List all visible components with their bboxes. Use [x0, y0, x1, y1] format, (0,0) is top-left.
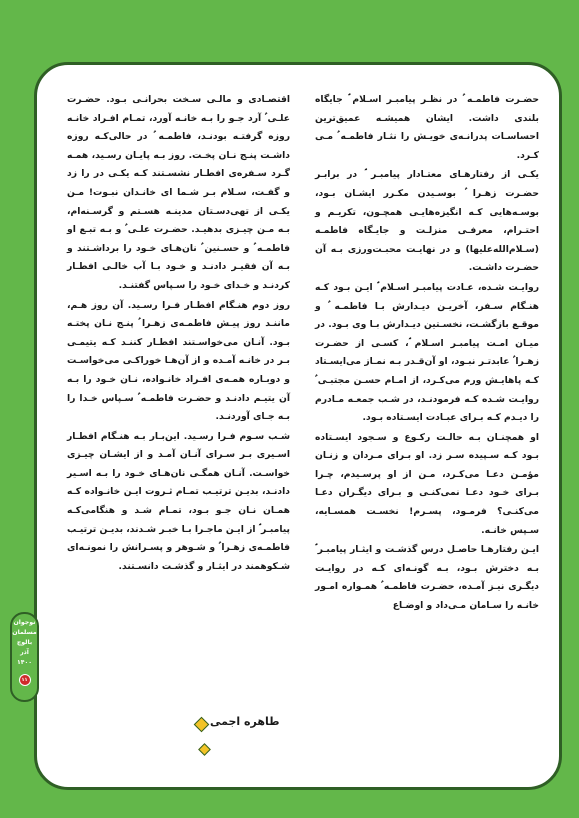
issue-badge	[10, 612, 39, 702]
paragraph: او همچنـان بـه حالـت رکـوع و سـجود ایسـتاده بـود کـه سـپیده سـر زد. او بـرای مـردان و زنـان مؤمـن دعـا می‌کـرد، مـن از او پرسـیدم، چـرا بـرای خـود دعـا نمی‌کنـی و بـرای دیگـران دعـا می‌کنـی؟ فرمـود، پسـرم! نخسـت همسـایه، سـپس خانـه.	[315, 431, 539, 536]
paragraph: ایـن رفتارهـا حاصـل درس گذشـت و ایثـار پیامبـر ؐ بـه دخترش بـود، بـه گونـه‌ای کـه در روایـت دیگـری نیـز آمـده، حضـرت فاطمـه ؑ همـواره امـور خانـه را سـامان مـی‌داد و اوضـاع	[315, 544, 539, 612]
paragraph: یکـی از رفتارهـای معتـادار پیامبـر ؐ در برابـر حضـرت زهـرا ؑ بوسـیدن مکـرر ایشـان بـود، بوسـه‌هایی کـه انگیزه‌هایـی همچـون، تکریـم و احتـرام، معرفـی منزلـت و جایـگاه فاطمـه (سـلام‌الله‌علیها) و در نهایـت محبـت‌ورزی بـه آن حضـرت داشـت.	[315, 169, 539, 274]
paragraph: حضـرت فاطمـه ؑ در نظـر پیامبـر اسـلام ؐ جایگاه بلندی داشت. ایشان همیشـه عمیق‌ترین احساسـات پدرانـه‌ی خویـش را نثـار فاطمـه ؑ مـی کـرد.	[315, 94, 539, 161]
article-card	[34, 62, 562, 790]
paragraph: روایـت شـده، عـادت پیامبـر اسـلام ؐ ایـن بـود کـه هنـگام سـفر، آخریـن دیـدارش بـا فاطمـه ؑ و موقـع بازگشـت، نخسـتین دیـدارش بـا وی بـود. در میـان امـت پیامبـر اسـلام ؐ، کسـی از حضـرت زهـرا ؑ عابدتـر نبـود، او آن‌قـدر بـه نمـاز می‌ایسـتاد کـه پاهایـش ورم می‌کـرد، از امـام حسـن مجتبـی ؑ روایـت شـده کـه فرمودنـد، در شـب جمعـه مـادرم را دیـدم کـه بـرای عبـادت ایسـتاده بـود.	[315, 281, 539, 424]
issue-title-line3: بالوچ	[16, 639, 33, 646]
issue-date: آذر ۱۴۰۰	[16, 649, 33, 666]
issue-title-line1: نوجوان	[13, 619, 36, 626]
author-name: طاهره اجمی	[210, 715, 280, 728]
issue-title-line2: مسلمان	[12, 629, 37, 636]
page-number-badge	[19, 674, 31, 686]
article-left-column	[67, 91, 290, 577]
page-number: ۱۱	[21, 677, 28, 683]
paragraph: اقتصـادی و مالـی سـخت بحرانـی بـود. حضـرت علـی ؑ آرد جـو را بـه خانـه آورد، تمـام افـراد خانـه روزه گرفتـه بودنـد، فاطمـه ؑ در حالی‌کـه روزه داشـت پنـج نـان پخـت. روز بـه پایـان رسـید، همـه گـرد سـفره‌ی افطـار نشسـتند کـه یکـی در را زد و گفـت، سـلام بـر شـما ای خانـدان نبـوت! مـن یکـی از تهی‌دسـتان مدینـه هسـتم و گرسـنه‌ام، بـه مـن چیـزی بدهیـد. حضـرت علـی ؑ و بـه تبـع او فاطمـه ؑ و حسـنین ؑ نان‌هـای خـود را برداشـتند و بـه آن فقیـر دادنـد و خـود بـا آب خالـی افطـار کردنـد و خـدای خـود را سـپاس گفتنـد.	[67, 94, 290, 291]
diamond-icon	[194, 717, 210, 733]
author-signature	[188, 712, 348, 736]
paragraph: روز دوم هنـگام افطـار فـرا رسـید. آن روز هـم، ماننـد روز پیـش فاطمـه‌ی زهـرا ؑ پنـج نـان پختـه بـود. آنـان می‌خواسـتند افطـار کننـد کـه یتیمـی بـر در خانـه آمـده و از آن‌هـا خوراکـی می‌خواسـت و دوبـاره همـه‌ی افـراد خانـواده، نـان خـود را بـه آن یتیـم دادنـد و حضـرت فاطمـه ؑ سـپاس خـدا را بـه جـای آوردنـد.	[67, 299, 290, 423]
article-right-column	[315, 91, 539, 617]
paragraph: شـب سـوم فـرا رسـید. این‌بـار بـه هنـگام افطـار اسـیری بـر سـرای آنـان آمـد و از ایشـان چیـزی خواسـت. آنـان همگـی نان‌هـای خـود را بـه اسـیر دادنـد، بدیـن ترتیـب تمـام ثـروت ایـن خانـواده کـه همـان نـان جـو بـود، تمـام شـد و هنگامی‌کـه پیامبـر ؐ از ایـن ماجـرا بـا خبـر شـدند، بدیـن ترتیـب فاطمـه‌ی زهـرا ؑ و شـوهر و پسـرانش را نمونـه‌ای شـکوهمند در ایثـار و گذشـت دانسـتند.	[67, 430, 290, 572]
